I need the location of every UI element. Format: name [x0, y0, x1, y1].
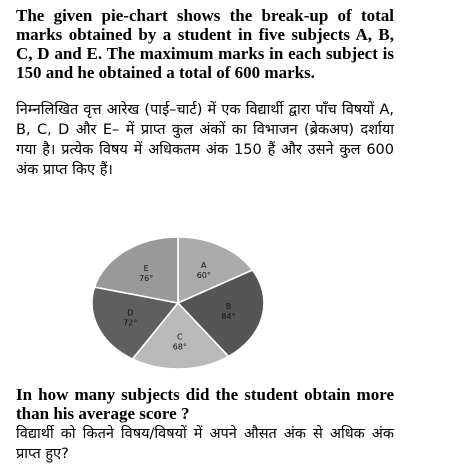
- slice-value-e: 76°: [139, 273, 154, 283]
- slice-label-e: E: [143, 263, 149, 273]
- intro-english: The given pie-chart shows the break-up of total marks obtained by a student in five subjects A, B, C, D and E. The maximum marks in each subject is 150 and he obtained a total of 600 marks.: [16, 6, 394, 82]
- intro-hindi: निम्नलिखित वृत्त आरेख (पाई–चार्ट) में एक विद्यार्थी द्वारा पाँच विषयों A, B, C, D और E– में प्राप्त कुल अंकों का विभाजन (ब्रेकअप) दर्शाया गया है। प्रत्येक विषय में अधिकतम अंक 150 हैं और उसने कुल 600 अंक प्राप्त किए हैं।: [16, 102, 394, 178]
- slice-label-b: B: [225, 302, 232, 311]
- slice-label-a: A: [201, 260, 207, 270]
- question-english: In how many subjects did the student obtain more than his average score ?: [16, 385, 394, 423]
- slice-value-b: 84°: [221, 312, 236, 321]
- slice-label-c: C: [177, 332, 183, 342]
- slice-value-a: 60°: [196, 270, 211, 280]
- pie-chart: [86, 234, 270, 372]
- question-hindi: विद्यार्थी को कितने विषय/विषयों में अपने औसत अंक से अधिक अंक प्राप्त हुए?: [16, 426, 394, 462]
- slice-label-d: D: [127, 308, 134, 318]
- slice-value-c: 68°: [172, 342, 187, 352]
- slice-value-d: 72°: [123, 318, 138, 328]
